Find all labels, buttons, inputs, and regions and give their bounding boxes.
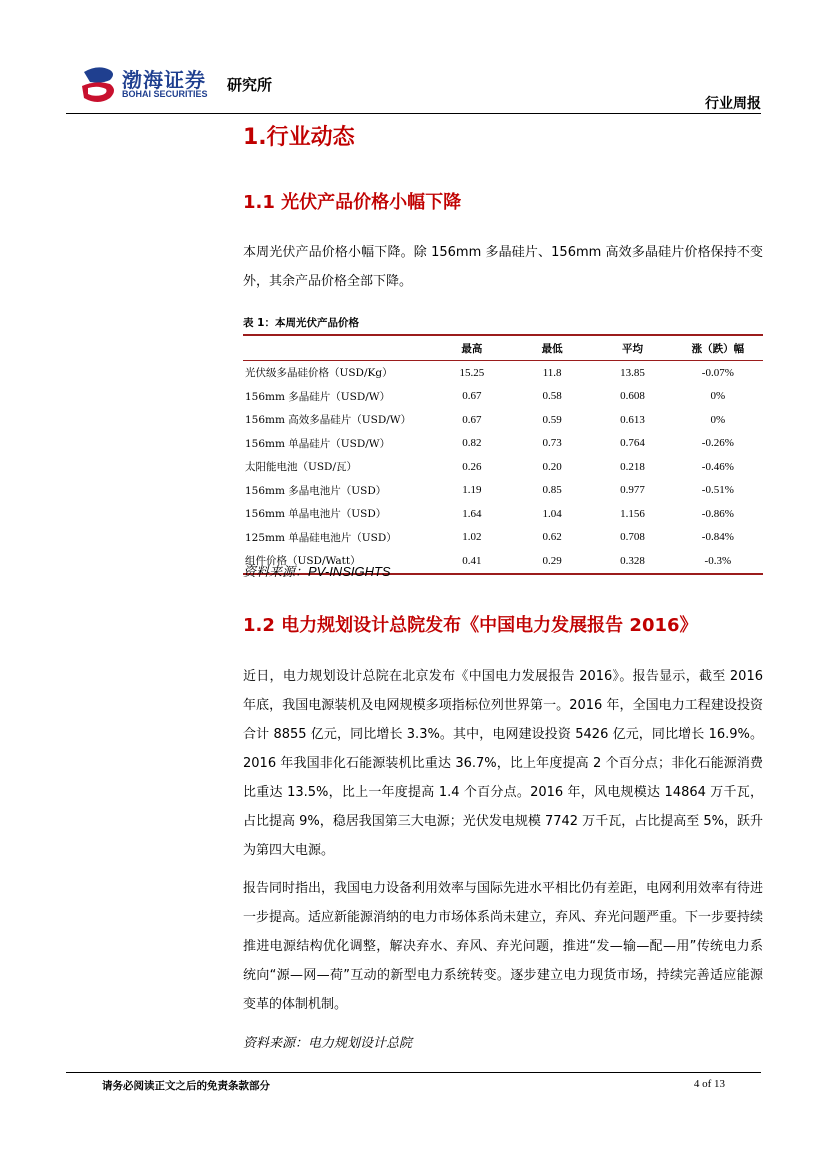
price-high: 15.25	[459, 366, 485, 379]
price-low: 0.62	[542, 531, 562, 544]
price-change: 0%	[710, 390, 726, 403]
header-cell: 平均	[592, 335, 672, 361]
price-high: 1.64	[462, 507, 482, 520]
price-low: 1.04	[542, 507, 562, 520]
pv-price-table	[243, 334, 763, 575]
price-change: -0.3%	[704, 554, 732, 567]
price-change: 0%	[710, 413, 726, 426]
header-divider	[66, 113, 761, 114]
price-high: 1.02	[462, 531, 482, 544]
report-type: 行业周报	[705, 96, 761, 112]
table-row	[243, 502, 763, 526]
price-avg: 0.977	[620, 484, 645, 497]
paragraph-report-summary: 近日，电力规划设计总院在北京发布《中国电力发展报告 2016》。报告显示，截至 2016 年底，我国电源装机及电网规模多项指标位列世界第一。2016 年，全国电力工程建设投资合计 8855 亿元，同比增长 3.3%。其中，电网建设投资 5426 亿元，同比增长 16.9%。2016 年我国非化石能源装机比重达 36.7%，比上年度提高 2 个百分点；非化石能源消费比重达 13.5%，比上一年度提高 1.4 个百分点。2016 年，风电规模达 14864 万千瓦，占比提高 9%，稳居我国第三大电源；光伏发电规模 7742 万千瓦，占比提高至 5%，跃升为第四大电源。	[243, 669, 763, 858]
price-high: 1.19	[462, 484, 482, 497]
price-low: 0.58	[542, 390, 562, 403]
table-title: 表 1：本周光伏产品价格	[243, 317, 359, 329]
paragraph-report-issues: 报告同时指出，我国电力设备利用效率与国际先进水平相比仍有差距，电网利用效率有待进一步提高。适应新能源消纳的电力市场体系尚未建立，弃风、弃光问题严重。下一步要持续推进电源结构优化调整，解决弃水、弃风、弃光问题，推进“发—输—配—用”传统电力系统向“源—网—荷”互动的新型电力系统转变。逐步建立电力现货市场，持续完善适应能源变革的体制机制。	[243, 881, 764, 1012]
report-source: 资料来源：电力规划设计总院	[243, 1035, 413, 1050]
footer-disclaimer: 请务必阅读正文之后的免责条款部分	[102, 1080, 270, 1092]
table-row	[243, 385, 763, 409]
price-low: 11.8	[542, 366, 562, 379]
price-avg: 0.764	[620, 437, 645, 450]
price-avg: 1.156	[620, 507, 645, 520]
price-change: -0.86%	[701, 507, 734, 520]
footer-divider	[66, 1072, 761, 1073]
paragraph-pv-prices: 本周光伏产品价格小幅下降。除 156mm 多晶硅片、156mm 高效多晶硅片价格保持不变外，其余产品价格全部下降。	[243, 245, 763, 289]
price-avg: 13.85	[620, 366, 645, 379]
product-name: 太阳能电池（USD/瓦）	[245, 461, 357, 474]
price-high: 0.82	[462, 437, 482, 450]
price-avg: 0.218	[620, 460, 645, 473]
product-name: 156mm 高效多晶硅片（USD/W）	[245, 414, 412, 427]
price-low: 0.85	[542, 484, 562, 497]
price-change: -0.51%	[701, 484, 734, 497]
price-change: -0.84%	[701, 531, 734, 544]
price-low: 0.73	[542, 437, 562, 450]
price-change: -0.26%	[701, 437, 734, 450]
table-source: 资料来源：PV-INSIGHTS	[243, 564, 391, 579]
price-high: 0.67	[462, 390, 482, 403]
price-low: 0.20	[542, 460, 562, 473]
logo-english-name: BOHAI SECURITIES	[122, 89, 208, 99]
table-row	[243, 361, 763, 385]
header-cell: 最高	[432, 335, 512, 361]
product-name: 组件价格（USD/Watt）	[245, 555, 361, 568]
table-row	[243, 432, 763, 456]
price-change: -0.46%	[701, 460, 734, 473]
header-cell: 最低	[512, 335, 592, 361]
table-row	[243, 479, 763, 503]
company-logo	[80, 64, 310, 108]
section-title: 1.行业动态	[243, 125, 355, 150]
price-high: 0.67	[462, 413, 482, 426]
price-low: 0.59	[542, 413, 562, 426]
table-header-row	[243, 335, 763, 361]
bohai-logo-icon	[80, 64, 118, 104]
price-avg: 0.613	[620, 413, 645, 426]
header-cell	[243, 335, 432, 361]
product-name: 125mm 单晶硅电池片（USD）	[245, 531, 397, 544]
product-name: 156mm 单晶电池片（USD）	[245, 508, 387, 521]
table-row	[243, 455, 763, 479]
product-name: 光伏级多晶硅价格（USD/Kg）	[245, 367, 393, 380]
table-row	[243, 408, 763, 432]
product-name: 156mm 多晶硅片（USD/W）	[245, 390, 391, 403]
price-high: 0.26	[462, 460, 482, 473]
product-name: 156mm 单晶硅片（USD/W）	[245, 437, 391, 450]
price-change: -0.07%	[701, 366, 734, 379]
logo-chinese-name: 渤海证券	[122, 68, 206, 92]
price-high: 0.41	[462, 554, 482, 567]
product-name: 156mm 多晶电池片（USD）	[245, 484, 387, 497]
price-avg: 0.328	[620, 554, 645, 567]
price-avg: 0.608	[620, 390, 645, 403]
subsection-title-1-1: 1.1 光伏产品价格小幅下降	[243, 192, 462, 213]
institute-label: 研究所	[227, 76, 273, 94]
price-avg: 0.708	[620, 531, 645, 544]
table-row	[243, 526, 763, 550]
subsection-title-1-2: 1.2 电力规划设计总院发布《中国电力发展报告 2016》	[243, 615, 698, 636]
page-number: 4 of 13	[693, 1078, 725, 1090]
header-cell: 涨（跌）幅	[673, 335, 763, 361]
price-low: 0.29	[542, 554, 562, 567]
